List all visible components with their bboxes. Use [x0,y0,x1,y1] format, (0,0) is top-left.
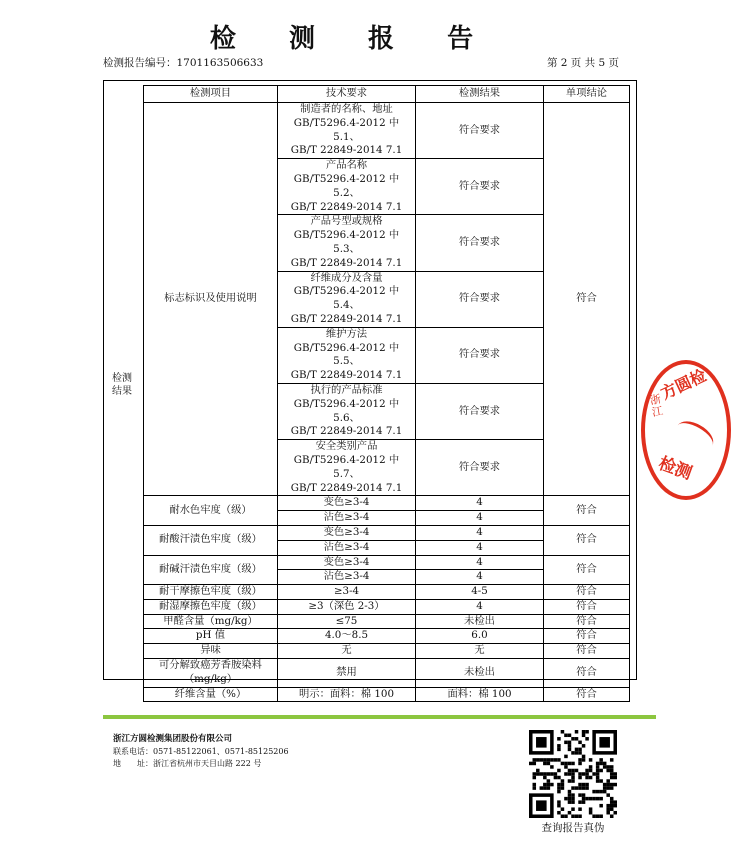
conclusion-cell: 符合 [544,525,630,555]
requirement-line: GB/T5296.4-2012 中 5.2、 [293,172,400,199]
requirement-line: 执行的产品标准 [310,383,383,396]
contact-address: 地 址：浙江省杭州市天目山路 222 号 [113,759,262,768]
item-name: pH 值 [144,629,278,644]
requirement-cell: 禁用 [278,659,416,688]
item-name: 可分解致癌芳香胺染料（mg/kg） [144,659,278,688]
table-row [144,614,630,629]
requirement-line: GB/T 22849-2014 7.1 [290,481,403,494]
conclusion-cell: 符合 [544,614,630,629]
table-header-row [144,86,630,103]
result-cell: 符合要求 [416,327,544,383]
result-cell: 符合要求 [416,159,544,215]
qr-code-icon[interactable] [528,730,618,818]
result-cell: 符合要求 [416,440,544,496]
requirement-line: GB/T 22849-2014 7.1 [290,369,403,382]
requirement-cell [278,440,416,496]
requirement-line: GB/T5296.4-2012 中 5.3、 [293,229,400,255]
result-cell: 未检出 [416,614,544,629]
conclusion-cell: 符合 [544,659,630,688]
requirement-line: GB/T5296.4-2012 中 5.4、 [293,285,400,312]
requirement-cell: 变色≥3-4 [278,555,416,570]
item-name: 异味 [144,644,278,659]
report-title: 检 测 报 告 [209,24,496,54]
requirement-line: 维护方法 [325,327,368,340]
requirement-cell: 4.0～8.5 [278,629,416,644]
contact-info [113,746,289,770]
conclusion-cell: 符合 [544,496,630,526]
seal-emblem-icon [672,416,718,456]
item-name: 耐干摩擦色牢度（级） [144,585,278,600]
result-cell: 4 [416,525,544,540]
requirement-line: GB/T5296.4-2012 中 5.5、 [293,341,400,368]
company-name: 浙江方圆检测集团股份有限公司 [113,734,233,744]
item-name: 耐水色牢度（级） [144,496,278,526]
result-cell: 4 [416,555,544,570]
conclusion-cell: 符合 [544,687,630,702]
page-indicator: 第 2 页 共 5 页 [546,57,619,69]
table-row [144,629,630,644]
requirement-line: GB/T 22849-2014 7.1 [290,425,403,438]
requirement-cell [278,103,416,159]
table-row [144,599,630,614]
result-cell: 符合要求 [416,103,544,159]
requirement-line: GB/T 22849-2014 7.1 [290,200,403,213]
conclusion-cell: 符合 [544,629,630,644]
result-cell: 6.0 [416,629,544,644]
conclusion-cell: 符合 [544,644,630,659]
result-cell: 4 [416,540,544,555]
result-cell: 符合要求 [416,215,544,271]
requirement-line: 纤维成分及含量 [310,271,383,284]
contact-phone: 联系电话：0571-85122061、0571-85125206 [113,747,289,756]
result-cell: 4 [416,496,544,511]
result-cell: 4 [416,511,544,526]
report-number: 检测报告编号：1701163506633 [103,57,264,69]
table-row [144,103,630,159]
table-row [144,687,630,702]
result-cell: 无 [416,644,544,659]
result-cell: 4 [416,570,544,585]
conclusion-cell: 符合 [544,585,630,600]
footer-divider [103,715,656,719]
table-row [144,525,630,540]
requirement-line: 产品名称 [325,159,368,172]
table-row [144,644,630,659]
col-header-requirement: 技术要求 [278,86,416,103]
requirement-cell: ≥3（深色 2-3） [278,599,416,614]
conclusion-cell: 符合 [544,599,630,614]
item-name: 耐湿摩擦色牢度（级） [144,599,278,614]
requirement-line: GB/T5296.4-2012 中 5.7、 [293,453,400,480]
requirement-line: GB/T 22849-2014 7.1 [290,312,403,325]
requirement-cell [278,327,416,383]
requirement-cell [278,159,416,215]
requirement-cell [278,215,416,271]
result-cell: 符合要求 [416,383,544,439]
requirement-cell: ≥3-4 [278,585,416,600]
result-cell: 面料：棉 100 [416,687,544,702]
requirement-cell: 变色≥3-4 [278,496,416,511]
requirement-cell: ≤75 [278,614,416,629]
conclusion-cell: 符合 [544,103,630,496]
requirement-line: GB/T5296.4-2012 中 5.1、 [293,116,400,143]
inspection-seal: 方圆检 浙江 检测 [641,360,731,500]
qr-caption: 查询报告真伪 [541,822,605,834]
item-name: 耐碱汗渍色牢度（级） [144,555,278,585]
requirement-cell [278,271,416,327]
table-row [144,585,630,600]
requirement-line: 安全类别产品 [315,440,378,453]
item-name: 纤维含量（%） [144,687,278,702]
col-header-item: 检测项目 [144,86,278,103]
conclusion-cell: 符合 [544,555,630,585]
requirement-cell [278,383,416,439]
col-header-conclusion: 单项结论 [544,86,630,103]
requirement-cell: 变色≥3-4 [278,525,416,540]
requirement-line: GB/T5296.4-2012 中 5.6、 [293,397,400,424]
requirement-line: GB/T 22849-2014 7.1 [290,144,403,157]
requirement-line: 制造者的名称、地址 [300,103,393,115]
item-name: 耐酸汗渍色牢度（级） [144,525,278,555]
requirement-cell: 沾色≥3-4 [278,540,416,555]
result-cell: 未检出 [416,659,544,688]
requirement-cell: 无 [278,644,416,659]
table-row [144,555,630,570]
side-label: 检测 结果 [112,373,132,397]
result-cell: 符合要求 [416,271,544,327]
item-name: 甲醛含量（mg/kg） [144,614,278,629]
requirement-cell: 沾色≥3-4 [278,570,416,585]
result-cell: 4 [416,599,544,614]
requirement-cell: 沾色≥3-4 [278,511,416,526]
item-name: 标志标识及使用说明 [144,103,278,496]
requirement-line: GB/T 22849-2014 7.1 [290,256,403,269]
result-cell: 4-5 [416,585,544,600]
table-body [144,103,630,702]
col-header-result: 检测结果 [416,86,544,103]
table-row [144,496,630,511]
results-table [143,85,630,702]
table-row [144,659,630,688]
requirement-line: 产品号型或规格 [310,215,383,228]
requirement-cell: 明示：面料：棉 100 [278,687,416,702]
